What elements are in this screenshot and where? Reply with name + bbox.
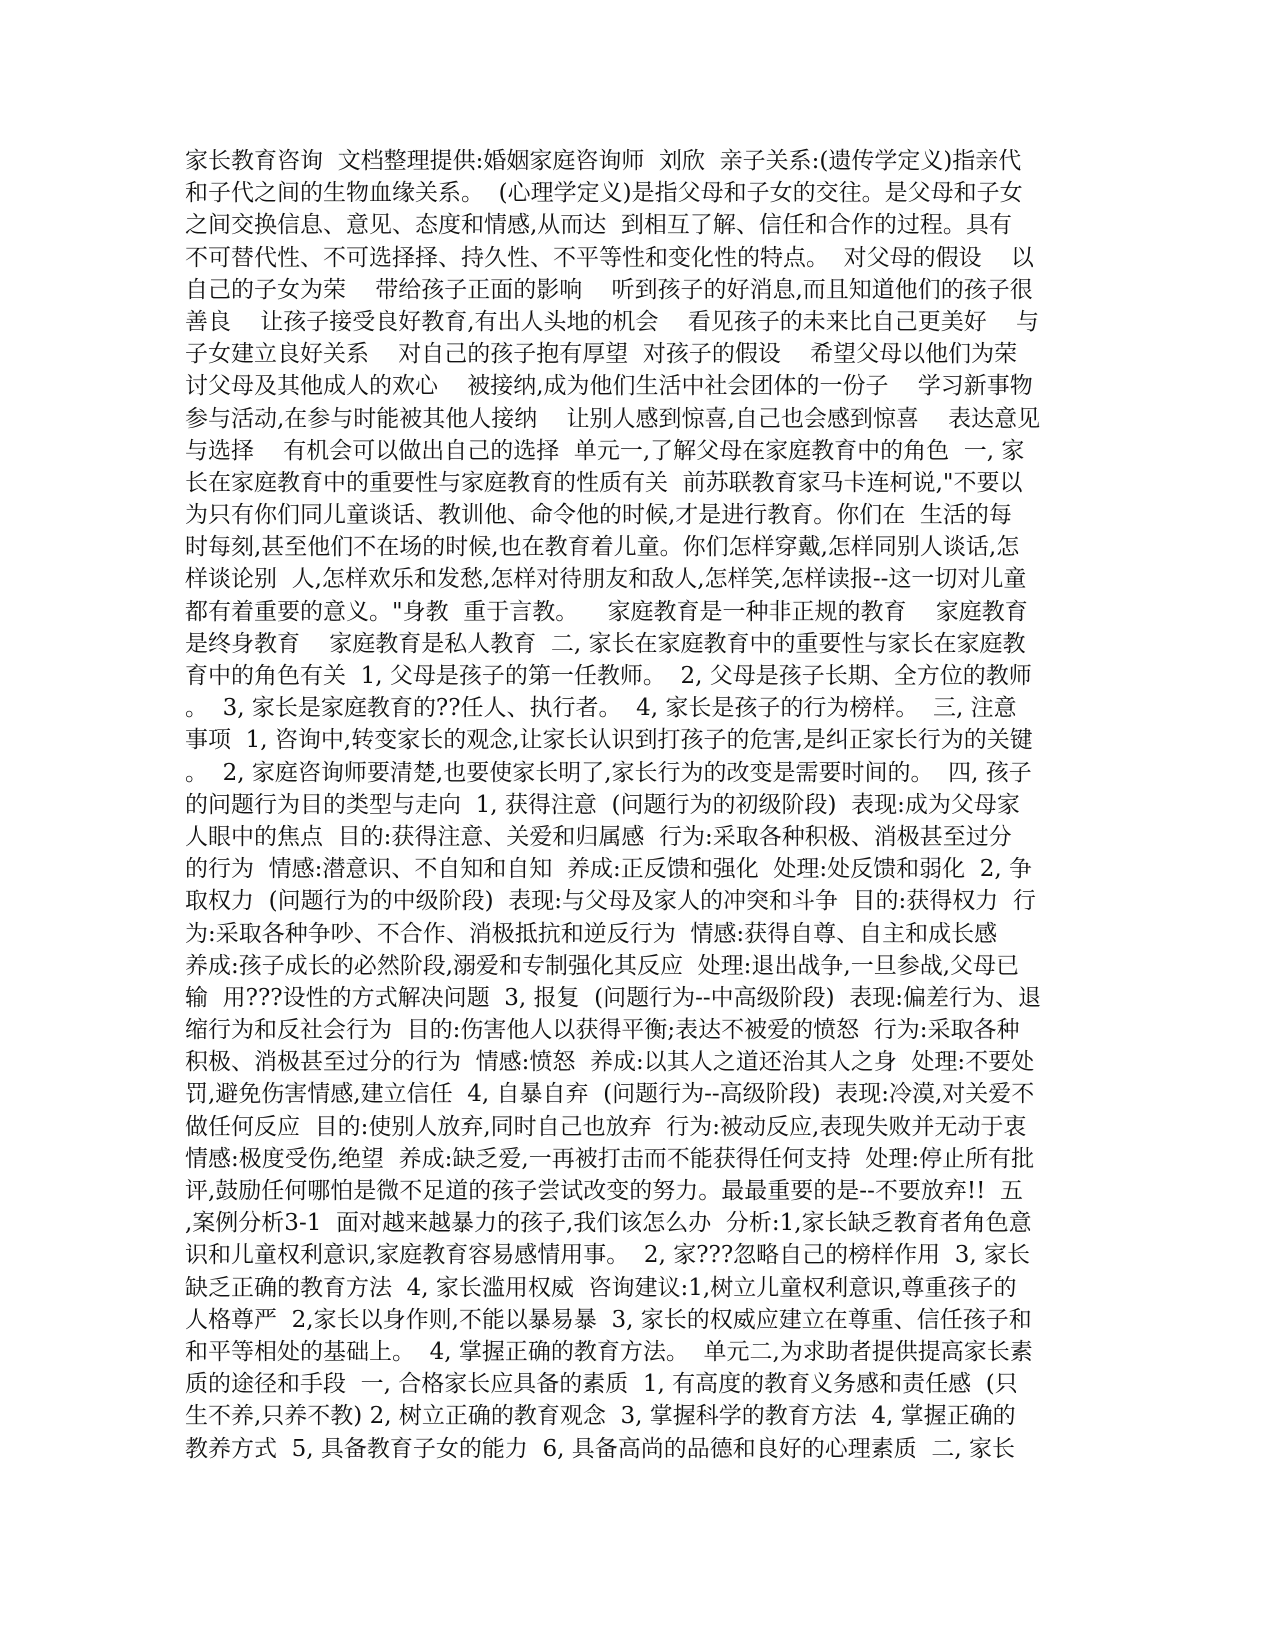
text-line: 的行为 情感:潜意识、不自知和自知 养成:正反馈和强化 处理:处反馈和弱化 2, 争 [185,856,1032,883]
text-line: 长在家庭教育中的重要性与家庭教育的性质有关 前苏联教育家马卡连柯说,"不要以 [185,469,1023,496]
text-line: 善良 让孩子接受良好教育,有出人头地的机会 看见孩子的未来比自己更美好 与 [185,308,1040,335]
text-line: 讨父母及其他成人的欢心 被接纳,成为他们生活中社会团体的一份子 学习新事物 [185,373,1033,400]
document-body-text [185,145,1085,1465]
text-line: 子女建立良好关系 对自己的孩子抱有厚望 对孩子的假设 希望父母以他们为荣 [185,341,1018,368]
text-line: 人眼中的焦点 目的:获得注意、关爱和归属感 行为:采取各种积极、消极甚至过分 [185,823,1012,850]
text-line: 质的途径和手段 一, 合格家长应具备的素质 1, 有高度的教育义务感和责任感 (只 [185,1371,1018,1398]
text-line: 家长教育咨询 文档整理提供:婚姻家庭咨询师 刘欣 亲子关系:(遗传学定义)指亲代 [185,148,1022,174]
text-line: 之间交换信息、意见、态度和情感,从而达 到相互了解、信任和合作的过程。具有 [185,212,1012,239]
text-line: 不可替代性、不可选择择、持久性、不平等性和变化性的特点。 对父母的假设 以 [185,244,1034,271]
text-line: 自己的子女为荣 带给孩子正面的影响 听到孩子的好消息,而且知道他们的孩子很 [185,276,1033,303]
text-line: 事项 1, 咨询中,转变家长的观念,让家长认识到打孩子的危害,是纠正家长行为的关键 [185,727,1033,754]
text-line: 为只有你们同儿童谈话、教训他、命令他的时候,才是进行教育。你们在 生活的每 [185,502,1012,529]
text-line: 的问题行为目的类型与走向 1, 获得注意 (问题行为的初级阶段) 表现:成为父母家 [185,791,1020,818]
text-line: 都有着重要的意义。"身教 重于言教。 家庭教育是一种非正规的教育 家庭教育 [185,598,1028,625]
text-line: 育中的角色有关 1, 父母是孩子的第一任教师。 2, 父母是孩子长期、全方位的教师 [185,663,1032,689]
text-line: 情感:极度受伤,绝望 养成:缺乏爱,一再被打击而不能获得任何支持 处理:停止所有批 [185,1145,1035,1172]
text-line: 罚,避免伤害情感,建立信任 4, 自暴自弃 (问题行为--高级阶段) 表现:冷漠,对关爱不 [185,1081,1035,1108]
text-line: 时每刻,甚至他们不在场的时候,也在教育着儿童。你们怎样穿戴,怎样同别人谈话,怎 [185,534,1020,561]
text-line: 人格尊严 2,家长以身作则,不能以暴易暴 3, 家长的权威应建立在尊重、信任孩子和 [185,1306,1032,1333]
text-line: 取权力 (问题行为的中级阶段) 表现:与父母及家人的冲突和斗争 目的:获得权力 行 [185,888,1036,915]
text-line: ,案例分析3-1 面对越来越暴力的孩子,我们该怎么办 分析:1,家长缺乏教育者角色意 [185,1210,1032,1237]
text-line: 和子代之间的生物血缘关系。 (心理学定义)是指父母和子女的交往。是父母和子女 [185,180,1023,207]
text-line: 缩行为和反社会行为 目的:伤害他人以获得平衡;表达不被爱的愤怒 行为:采取各种 [185,1017,1020,1044]
text-line: 做任何反应 目的:使别人放弃,同时自己也放弃 行为:被动反应,表现失败并无动于衷 [185,1113,1027,1140]
text-line: 养成:孩子成长的必然阶段,溺爱和专制强化其反应 处理:退出战争,一旦参战,父母已 [185,952,1020,979]
text-line: 。 2, 家庭咨询师要清楚,也要使家长明了,家长行为的改变是需要时间的。 四, 孩子 [185,759,1032,786]
text-line: 是终身教育 家庭教育是私人教育 二, 家长在家庭教育中的重要性与家长在家庭教 [185,630,1026,657]
text-line: 缺乏正确的教育方法 4, 家长滥用权威 咨询建议:1,树立儿童权利意识,尊重孩子的 [185,1274,1017,1301]
text-line: 和平等相处的基础上。 4, 掌握正确的教育方法。 单元二,为求助者提供提高家长素 [185,1338,1033,1365]
text-line: 与选择 有机会可以做出自己的选择 单元一,了解父母在家庭教育中的角色 一, 家 [185,437,1025,464]
text-line: 为:采取各种争吵、不合作、消极抵抗和逆反行为 情感:获得自尊、自主和成长感 [185,920,998,947]
text-line: 识和儿童权利意识,家庭教育容易感情用事。 2, 家???忽略自己的榜样作用 3, 家长 [185,1242,1031,1269]
text-line: 样谈论别 人,怎样欢乐和发愁,怎样对待朋友和敌人,怎样笑,怎样读报--这一切对儿童 [185,566,1027,593]
text-line: 生不养,只养不教) 2, 树立正确的教育观念 3, 掌握科学的教育方法 4, 掌握正确的 [185,1403,1016,1430]
text-line: 参与活动,在参与时能被其他人接纳 让别人感到惊喜,自己也会感到惊喜 表达意见 [185,405,1041,432]
text-line: 教养方式 5, 具备教育子女的能力 6, 具备高尚的品德和良好的心理素质 二, 家长 [185,1435,1015,1462]
text-line: 输 用???设性的方式解决问题 3, 报复 (问题行为--中高级阶段) 表现:偏差行为、退 [185,984,1041,1011]
text-line: 评,鼓励任何哪怕是微不足道的孩子尝试改变的努力。最最重要的是--不要放弃!! 五 [185,1178,1023,1204]
text-line: 积极、消极甚至过分的行为 情感:愤怒 养成:以其人之道还治其人之身 处理:不要处 [185,1049,1035,1076]
text-line: 。 3, 家长是家庭教育的??任人、执行者。 4, 家长是孩子的行为榜样。 三, 注意 [185,695,1017,722]
